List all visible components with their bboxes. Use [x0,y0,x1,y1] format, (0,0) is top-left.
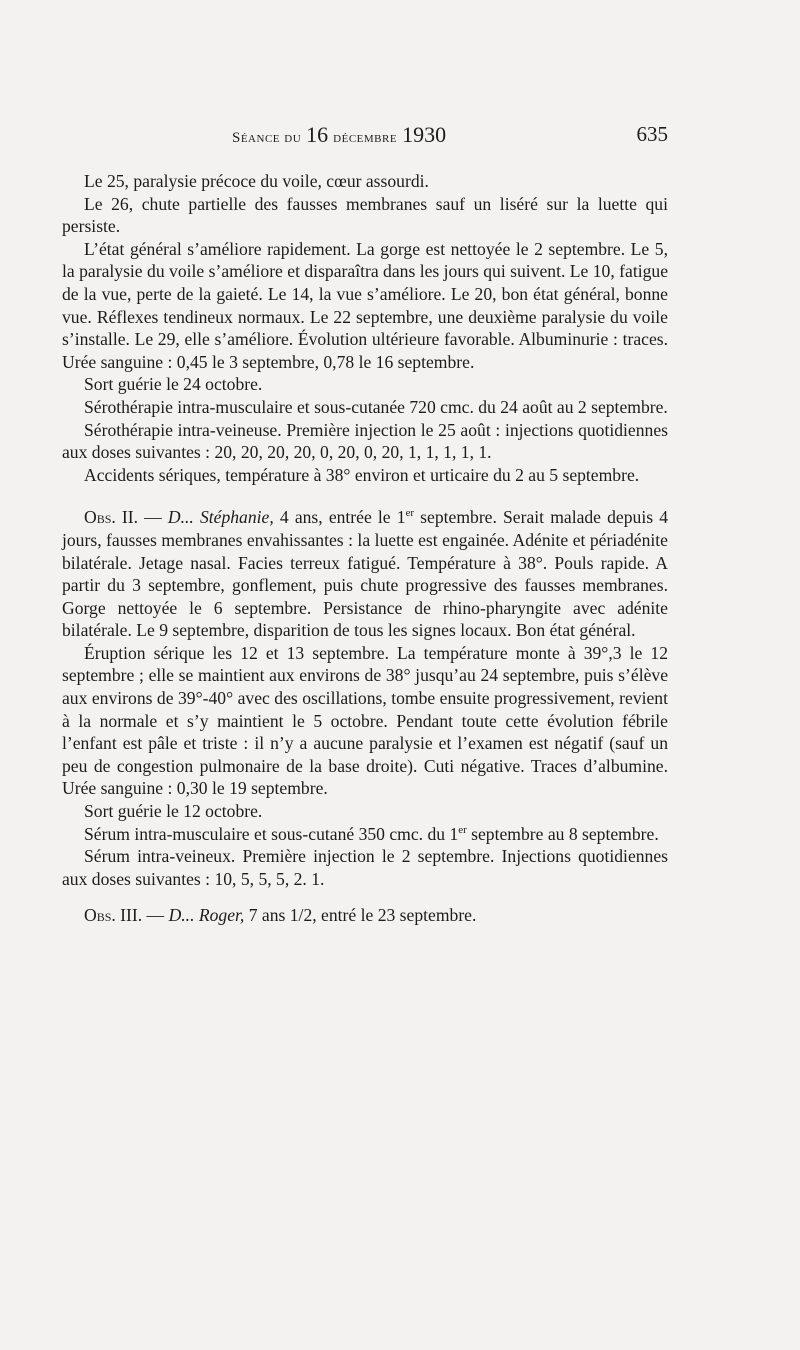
paragraph: Sérum intra-veineux. Première injection le 2 septembre. Injections quotidiennes aux doses suivantes : 10, 5, 5, 5, 2. 1. [62,846,668,889]
patient-name: D... Stéphanie, [167,507,274,528]
page-body [62,170,668,927]
page-number: 635 [636,122,668,146]
superscript: er [405,507,415,520]
observation-3-paragraph [62,904,668,927]
text-run: septembre au 8 septembre. [466,823,659,844]
header-month: décembre [333,130,398,146]
paragraph: Éruption sérique les 12 et 13 septembre. La température monte à 39°,3 le 12 septembre ; elle se maintient aux environs de 38° jusqu’au 24 septembre, puis s’élève aux environs de 39°-40° avec des oscillations, tombe ensuite progressivement, revient à la normale et s’y maintient le 5 octobre. Pendant toute cette évolution fébrile l’enfant est pâle et triste : il n’y a aucune paralysie et l’examen est négatif (sauf un peu de congestion pulmonaire de la base droite). Cuti négative. Traces d’albumine. Urée sanguine : 0,30 le 19 septembre. [62,642,668,799]
paragraph: L’état général s’améliore rapidement. La gorge est nettoyée le 2 septembre. Le 5, la paralysie du voile s’améliore et disparaîtra dans les jours qui suivent. Le 10, fatigue de la vue, perte de la gaieté. Le 14, la vue s’améliore. Le 20, bon état général, bonne vue. Réflexes tendineux normaux. Le 22 septembre, une deuxième paralysie du voile s’installe. Le 29, elle s’améliore. Évolution ultérieure favorable. Albuminurie : traces. Urée sanguine : 0,45 le 3 septembre, 0,78 le 16 septembre. [62,238,668,372]
paragraph: Accidents sériques, température à 38° environ et urticaire du 2 au 5 septembre. [84,464,640,485]
paragraph: Le 26, chute partielle des fausses membranes sauf un liséré sur la luette qui persiste. [62,193,668,237]
paragraph: Le 25, paralysie précoce du voile, cœur assourdi. [84,171,429,191]
header-year: 1930 [402,122,447,147]
paragraph: Sort guérie le 24 octobre. [84,374,263,395]
superscript: er [458,823,467,836]
header-seance: Séance du [232,130,302,146]
text-run: Sérum intra-musculaire et sous-cutané 350 cmc. du 1 [84,823,459,844]
observation-label: Obs. III. — [84,905,165,926]
paragraph [62,823,668,846]
text-run: 4 ans, entrée le 1 [273,507,406,528]
paragraph: Sort guérie le 12 octobre. [84,801,263,822]
text-run: septembre. Serait malade depuis 4 jours, fausses membranes envahissantes : la luette est engainée. Adénite et périadénite bilatérale. Jetage nasal. Facies terreux fatigué. Température à 38°. Pouls rapide. A partir du 3 septembre, gonflement, puis chute progressive des fausses membranes. Gorge nettoyée le 6 septembre. Persistance de rhino-pharyngite avec adénite bilatérale. Le 9 septembre, disparition de tous les signes locaux. Bon état général. [62,507,669,641]
paragraph: Sérothérapie intra-musculaire et sous-cutanée 720 cmc. du 24 août au 2 septembre. [84,396,668,417]
patient-name: D... Roger, [168,905,245,926]
text-run: 7 ans 1/2, entré le 23 septembre. [244,905,477,926]
running-header [232,122,668,152]
paragraph: Sérothérapie intra-veineuse. Première injection le 25 août : injections quotidiennes aux doses suivantes : 20, 20, 20, 20, 0, 20, 0, 20, 1, 1, 1, 1, 1. [62,419,668,463]
observation-2-paragraph [62,506,668,642]
header-day: 16 [306,122,329,147]
observation-label: Obs. II. — [84,507,162,528]
